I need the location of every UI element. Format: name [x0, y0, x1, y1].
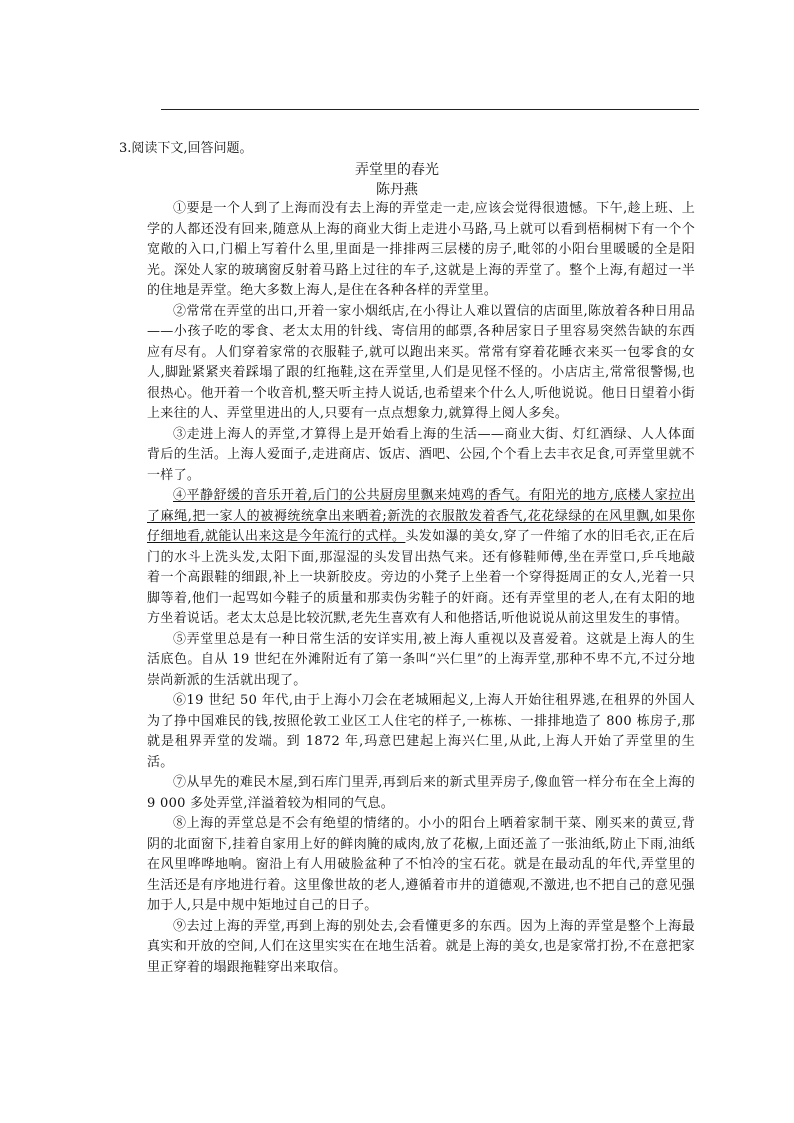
paragraph-3: ③走进上海人的弄堂,才算得上是开始看上海的生活——商业大街、灯红酒绿、人人体面背后的生活。上海人爱面子,走进商店、饭店、酒吧、公园,个个看上去丰衣足食,可弄堂里就不一样了。: [147, 426, 695, 483]
underlined-passage: ④平静舒缓的音乐开着,后门的公共厨房里飘来炖鸡的香气。有阳光的地方,底楼人家拉出了麻绳,把一家人的被褥统统拿出来晒着;新洗的衣服散发着香气,花花绿绿的在风里飘,如果你仔细地看,就能认出来这是今年流行的式样。: [147, 488, 695, 544]
paragraph-5: ⑤弄堂里总是有一种日常生活的安详实用,被上海人重视以及喜爱着。这就是上海人的生活底色。自从 19 世纪在外滩附近有了第一条叫“兴仁里”的上海弄堂,那种不卑不亢,不过分地崇尚新派的生活就出现了。: [147, 631, 695, 688]
paragraph-2: ②常常在弄堂的出口,开着一家小烟纸店,在小得让人难以置信的店面里,陈放着各种日用品——小孩子吃的零食、老太太用的针线、寄信用的邮票,各种居家日子里容易突然告缺的东西应有尽有。人们穿着家常的衣服鞋子,就可以跑出来买。常常有穿着花睡衣来买一包零食的女人,脚趾紧紧夹着踩塌了跟的红拖鞋,这在弄堂里,人们是见怪不怪的。小店店主,常常很警惕,也很热心。他开着一个收音机,整天听主持人说话,也希望来个什么人,听他说说。他日日望着小街上来往的人、弄堂里进出的人,只要有一点点想象力,就算得上阅人多矣。: [147, 303, 695, 421]
paragraph-8: ⑧上海的弄堂总是不会有绝望的情绪的。小小的阳台上晒着家制干菜、刚买来的黄豆,背阴的北面窗下,挂着自家用上好的鲜肉腌的咸肉,放了花椒,上面还盖了一张油纸,防止下雨,油纸在风里哗哗地响。窗沿上有人用破脸盆种了不怕冷的宝石花。就是在最动乱的年代,弄堂里的生活还是有序地进行着。这里像世故的老人,遵循着市井的道德观,不激进,也不把自己的意见强加于人,只是中规中矩地过自己的日子。: [147, 816, 695, 913]
header-rule: [161, 109, 699, 110]
article-author: 陈丹燕: [376, 182, 418, 198]
question-label: 3.阅读下文,回答问题。: [119, 141, 253, 156]
paragraph-9: ⑨去过上海的弄堂,再到上海的别处去,会看懂更多的东西。因为上海的弄堂是整个上海最真实和开放的空间,人们在这里实实在在地生活着。就是上海的美女,也是家常打扮,不在意把家里正穿着的塌跟拖鞋穿出来取信。: [147, 918, 695, 975]
article-body: [147, 199, 695, 978]
paragraph-4: ④平静舒缓的音乐开着,后门的公共厨房里飘来炖鸡的香气。有阳光的地方,底楼人家拉出了麻绳,把一家人的被褥统统拿出来晒着;新洗的衣服散发着香气,花花绿绿的在风里飘,如果你仔细地看,就能认出来这是今年流行的式样。头发如瀑的美女,穿了一件缩了水的旧毛衣,正在后门的水斗上洗头发,太阳下面,那湿湿的头发冒出热气来。还有修鞋师傅,坐在弄堂口,乒乓地敲着一个高跟鞋的细跟,补上一块新胶皮。旁边的小凳子上坐着一个穿得挺周正的女人,光着一只脚等着,他们一起骂如今鞋子的质量和那卖伪劣鞋子的奸商。还有弄堂里的老人,在有太阳的地方坐着说话。老太太总是比较沉默,老先生喜欢有人和他搭话,听他说说从前这里发生的事情。: [147, 488, 695, 626]
paragraph-1: ①要是一个人到了上海而没有去上海的弄堂走一走,应该会觉得很遗憾。下午,趁上班、上学的人都还没有回来,随意从上海的商业大街上走进小马路,马上就可以看到梧桐树下有一个个宽敞的入口,门楣上写着什么里,里面是一排排两三层楼的房子,毗邻的小阳台里暖暖的全是阳光。深处人家的玻璃窗反射着马路上过往的车子,这就是上海的弄堂了。整个上海,有超过一半的住地是弄堂。绝大多数上海人,是住在各种各样的弄堂里。: [147, 201, 695, 298]
paragraph-7: ⑦从早先的难民木屋,到石库门里弄,再到后来的新式里弄房子,像血管一样分布在全上海的9 000 多处弄堂,洋溢着较为相同的气息。: [147, 775, 695, 811]
paragraph-6: ⑥19 世纪 50 年代,由于上海小刀会在老城厢起义,上海人开始往租界逃,在租界的外国人为了挣中国难民的钱,按照伦敦工业区工人住宅的样子,一栋栋、一排排地造了 800 栋房子,那就是租界弄堂的发端。到 1872 年,玛意巴建起上海兴仁里,从此,上海人开始了弄堂里的生活。: [147, 693, 695, 770]
article-title: 弄堂里的春光: [355, 162, 439, 178]
